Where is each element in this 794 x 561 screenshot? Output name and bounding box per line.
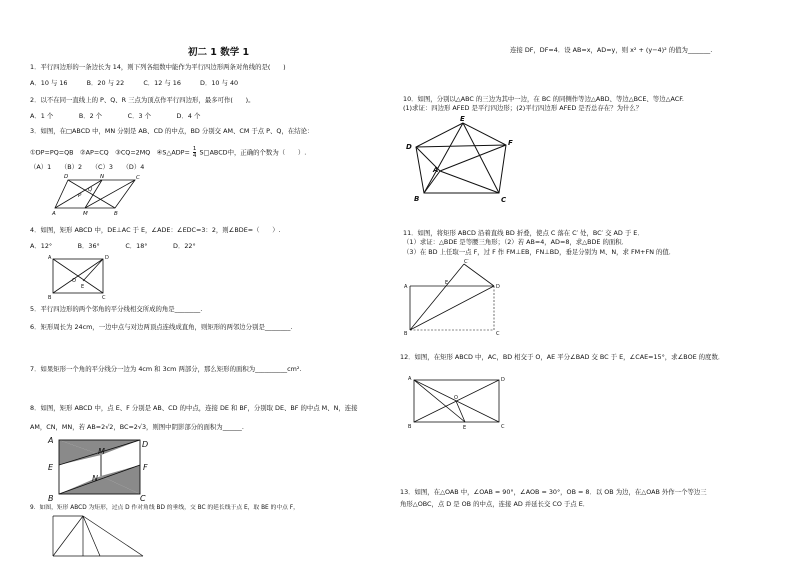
question-6-stem: 6．矩形周长为 24cm，一边中点与对边两顶点连线成直角，则矩形的两邻边分别是________. [30, 323, 293, 331]
question-13-line-2: 角形△OBC，点 D 是 OB 的中点，连接 AD 并延长交 CO 于点 E． [400, 500, 590, 508]
label-A: A [433, 166, 439, 174]
label-E: E [460, 115, 465, 123]
label-D: D [496, 284, 500, 290]
question-3-options: （A）1 （B）2 （C）3 （D）4 [30, 163, 145, 171]
question-4-options: A．12° B．36° C．18° D．22° [30, 242, 196, 250]
question-11-figure [402, 256, 502, 336]
fraction-one-quarter [193, 146, 197, 159]
label-B: B [414, 195, 420, 203]
question-4-stem: 4．如图，矩形 ABCD 中，DE⊥AC 于 E，∠ADE：∠EDC=3：2，则∠BDE=（ ）. [30, 226, 281, 234]
label-M: M [98, 447, 105, 456]
question-12-figure [405, 372, 510, 430]
label-E: E [48, 463, 54, 472]
question-9-continued: 连接 DF，DF=4．设 AB=x，AD=y，则 x² + (y−4)² 的值为_______. [510, 46, 713, 54]
label-F: F [143, 463, 148, 472]
question-10-line-2: (1)求证：四边形 AFED 是平行四边形；(2)平行四边形 AFED 是否总存在？为什么？ [403, 104, 643, 112]
label-B: B [48, 494, 54, 503]
question-11-line-3: （3）在 BD 上任取一点 F，过 F 作 FM⊥EB，FN⊥BD，垂足分别为 M、N，求 FM+FN 的值． [403, 248, 676, 256]
label-B: B [404, 331, 408, 337]
label-C: C [102, 295, 106, 301]
label-Q: Q [88, 187, 93, 193]
label-E: E [463, 425, 467, 431]
label-O: O [72, 278, 76, 284]
label-D: D [406, 143, 412, 151]
page-title: 初二 1 数学 1 [188, 47, 250, 58]
question-7-stem: 7．如果矩形一个角的平分线分一边为 4cm 和 3cm 两部分，那么矩形的面积为__________cm². [30, 365, 302, 373]
question-10-line-1: 10．如图，分别以△ABC 的三边为其中一边，在 BC 的同侧作等边△ABD、等边△BCE、等边△ACF. [403, 95, 684, 103]
question-3-conclusions-text: ①DP=PQ=QB ②AP=CQ ③CQ=2MQ ④S△ADP= [30, 148, 190, 157]
question-3-conclusions [30, 146, 306, 159]
question-8-line-1: 8．如图，矩形 ABCD 中，点 E、F 分别是 AB、CD 的中点，连接 DE 和 BF，分别取 DE、BF 的中点 M、N，连接 [30, 404, 358, 412]
label-M: M [83, 211, 88, 217]
question-8-figure [45, 434, 160, 502]
label-D: D [64, 174, 69, 180]
label-F: F [508, 139, 513, 147]
question-8-line-2: AM，CN，MN，若 AB=2√2，BC=2√3，则图中阴影部分的面积为______. [30, 423, 244, 431]
question-12-stem: 12．如图，在矩形 ABCD 中，AC，BD 相交于 O，AE 平分∠BAD 交 BC 于 E，∠CAE=15°，求∠BOE 的度数． [400, 353, 725, 361]
question-1-stem: 1．平行四边形的一条边长为 14，则下列各组数中能作为平行四边形两条对角线的是( ) [30, 63, 286, 71]
label-C: C [136, 175, 140, 181]
label-C: C [496, 331, 500, 337]
question-3-figure [48, 172, 148, 217]
label-E: E [445, 280, 449, 286]
label-D: D [142, 440, 149, 449]
label-A: A [408, 376, 412, 382]
question-13-line-1: 13．如图，在△OAB 中，∠OAB = 90°，∠AOB = 30°，OB = 8．以 OB 为边，在△OAB 外作一个等边三 [400, 488, 707, 496]
label-A: A [404, 284, 408, 290]
fraction-denominator: 4 [192, 153, 197, 159]
question-11-line-2: （1）求证：△BDE 是等腰三角形；（2）若 AB=4，AD=8，求△BDE 的面积． [403, 238, 629, 246]
label-B: B [114, 211, 118, 217]
question-1-options: A．10 与 16 B．20 与 22 C．12 与 16 D．10 与 40 [30, 79, 239, 87]
label-C: C [140, 494, 146, 503]
question-10-figure [400, 114, 525, 206]
label-N: N [92, 474, 98, 483]
label-N: N [100, 174, 105, 180]
question-3-conclusions-tail: S□ABCD中，正确的个数为（ ）. [199, 148, 307, 157]
label-D: D [501, 377, 505, 383]
question-5-stem: 5．平行四边形的两个邻角的平分线相交所成的角是________. [30, 305, 203, 313]
question-9-figure [45, 512, 155, 560]
label-A: A [52, 211, 56, 217]
label-B: B [48, 295, 52, 301]
label-C: C [501, 196, 507, 204]
label-C-prime: C′ [464, 259, 469, 265]
label-A: A [48, 436, 54, 445]
question-9-stem: 9．如图，矩形 ABCD 为矩形，过点 D 作对角线 BD 的垂线，交 BC 的延长线于点 E，取 BE 的中点 F， [30, 505, 299, 511]
label-D: D [105, 255, 109, 261]
label-B: B [408, 424, 412, 430]
question-3-stem: 3．如图，在□ABCD 中，MN 分别是 AB、CD 的中点，BD 分别交 AM、CM 于点 P、Q，在结论： [30, 127, 314, 135]
label-O: O [454, 395, 458, 401]
question-2-stem: 2．以不在同一直线上的 P、Q、R 三点为顶点作平行四边形，最多可作( )。 [30, 96, 255, 104]
label-A: A [48, 255, 52, 261]
label-C: C [501, 424, 505, 430]
label-E: E [81, 284, 85, 290]
fraction-numerator: 1 [192, 146, 197, 152]
question-2-options: A．1 个 B．2 个 C．3 个 D．4 个 [30, 112, 201, 120]
question-11-line-1: 11．如图，将矩形 ABCD 沿着直线 BD 折叠，使点 C 落在 C′ 处，BC′ 交 AD 于 E． [403, 229, 644, 237]
question-4-figure [45, 253, 115, 301]
label-P: P [78, 193, 82, 199]
